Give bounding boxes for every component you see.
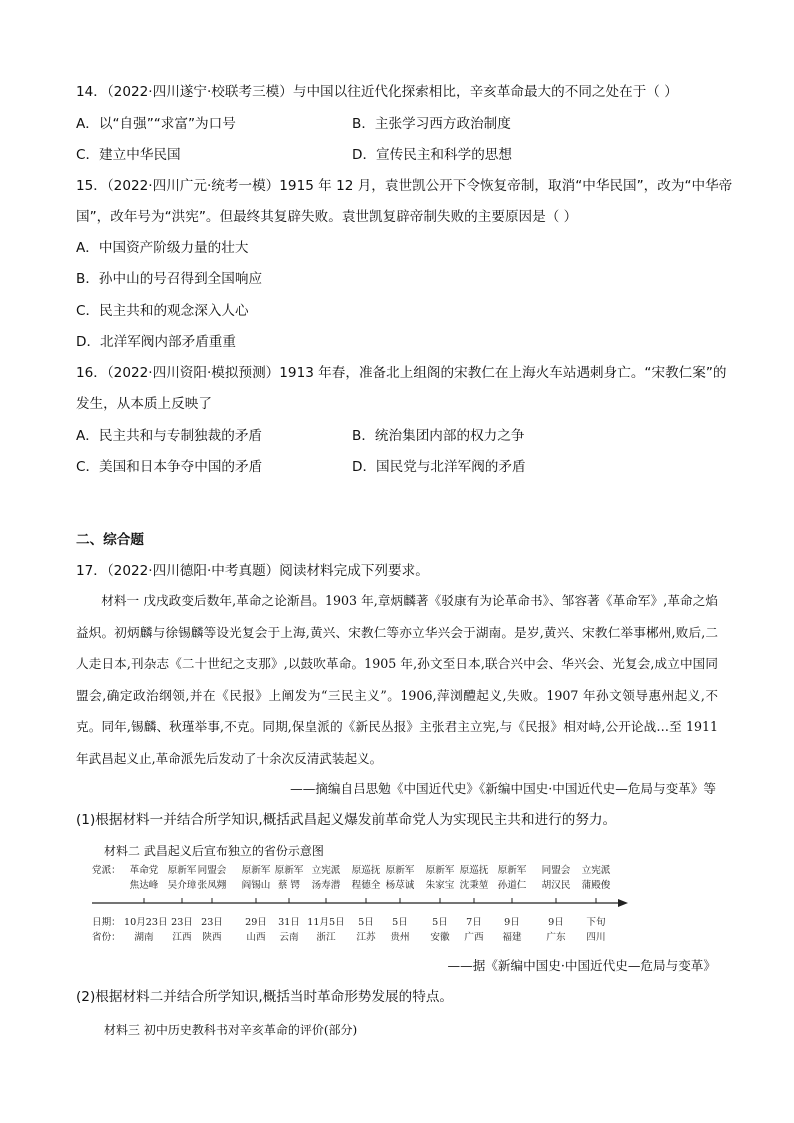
timeline-faction: 同盟会 — [197, 865, 227, 876]
timeline-date: 10月23日 — [124, 917, 168, 928]
q14-option-d[interactable]: D．宣传民主和科学的思想 — [352, 147, 512, 163]
q16-stem-line1: 16．（2022·四川资阳·模拟预测）1913 年春，准备北上组阁的宋教仁在上海火车站遇刺身亡。“宋教仁案”的 — [76, 365, 727, 381]
timeline-person: 蒲殿俊 — [581, 880, 611, 891]
timeline-faction: 原新军 — [497, 865, 527, 876]
timeline-faction: 原新军 — [385, 865, 415, 876]
q17-stem: 17．（2022·四川德阳·中考真题）阅读材料完成下列要求。 — [76, 563, 429, 579]
material-3-title: 材料三 初中历史教科书对辛亥革命的评价(部分) — [104, 1023, 358, 1037]
q16-option-b[interactable]: B．统治集团内部的权力之争 — [352, 428, 525, 444]
section-title: 二、综合题 — [76, 532, 144, 548]
timeline-faction: 原巡抚 — [459, 865, 489, 876]
timeline-province: 山西 — [246, 932, 266, 943]
timeline-date: 7日 — [466, 917, 482, 928]
timeline-faction: 立宪派 — [311, 865, 341, 876]
material-1-text: 材料一 戊戌政变后数年,革命之论渐昌。1903 年,章炳麟著《驳康有为论革命书》、邹容著《革命军》,革命之焰益炽。初炳麟与徐锡麟等设光复会于上海,黄兴、宋教仁等亦立华兴会于湖南。是岁,黄兴、宋教仁举事郴州,败后,二人走日本,刊杂志《二十世纪之支那》,以鼓吹革命。1905 年,孙文至日本,联合兴中会、华兴会、光复会,成立中国同盟会,确定政治纲领,并在《民报》上阐发为“三民主义”。1906,萍浏醴起义,失败。1907 年孙文领导惠州起义,不克。同年,锡麟、秋瑾举事,不克。同期,保皇派的《新民丛报》主张君主立宪,与《民报》相对峙,公开论战…至 1911 年武昌起义止,革命派先后发动了十余次反清武装起义。 — [76, 593, 718, 766]
timeline-faction: 原新军 — [425, 865, 455, 876]
timeline-date: 31日 — [278, 917, 300, 928]
timeline-date: 9日 — [504, 917, 520, 928]
timeline-province: 云南 — [279, 932, 299, 943]
timeline-date: 下旬 — [586, 917, 606, 928]
timeline-province: 广东 — [546, 932, 566, 943]
timeline-faction: 原新军 — [241, 865, 271, 876]
timeline-province: 浙江 — [316, 932, 336, 943]
q16-option-a[interactable]: A．民主共和与专制独裁的矛盾 — [76, 428, 263, 444]
timeline-province: 广西 — [464, 932, 484, 943]
q14-stem: 14．（2022·四川遂宁·校联考三模）与中国以往近代化探索相比，辛亥革命最大的不同之处在于（ ） — [76, 84, 678, 100]
material-1-source: ——摘编自吕思勉《中国近代史》《新编中国史·中国近代史—危局与变革》等 — [290, 781, 716, 796]
timeline-faction-row-label: 党派： — [92, 865, 121, 876]
timeline-province: 江苏 — [356, 932, 376, 943]
timeline-person: 朱家宝 — [425, 880, 455, 891]
q16-option-d[interactable]: D．国民党与北洋军阀的矛盾 — [352, 459, 526, 475]
timeline-date: 11月5日 — [307, 917, 345, 928]
timeline-date: 5日 — [432, 917, 448, 928]
q14-option-c[interactable]: C．建立中华民国 — [76, 147, 181, 163]
timeline-date: 23日 — [171, 917, 193, 928]
timeline-province: 贵州 — [390, 932, 410, 943]
timeline-faction: 原新军 — [167, 865, 197, 876]
timeline-faction: 立宪派 — [581, 865, 611, 876]
timeline-date: 29日 — [245, 917, 267, 928]
timeline-person: 程德全 — [351, 880, 381, 891]
timeline-province-row-label: 省份： — [92, 932, 121, 943]
q16-option-c[interactable]: C．美国和日本争夺中国的矛盾 — [76, 459, 263, 475]
timeline-person: 张凤翙 — [197, 880, 227, 891]
timeline-person: 吴介璋 — [167, 880, 197, 891]
q15-option-b[interactable]: B．孙中山的号召得到全国响应 — [76, 271, 263, 287]
timeline-date: 23日 — [201, 917, 223, 928]
timeline-date: 9日 — [548, 917, 564, 928]
timeline-faction: 革命党 — [129, 865, 159, 876]
timeline-faction: 原新军 — [274, 865, 304, 876]
q15-option-d[interactable]: D．北洋军阀内部矛盾重重 — [76, 334, 236, 350]
timeline-province: 湖南 — [134, 932, 154, 943]
timeline-person: 焦达峰 — [129, 880, 159, 891]
timeline-province: 四川 — [586, 932, 606, 943]
material-2-source: ——据《新编中国史·中国近代史—危局与变革》 — [447, 958, 716, 973]
timeline-person: 沈秉堃 — [459, 880, 489, 891]
timeline-date-row-label: 日期： — [92, 917, 121, 928]
timeline-person: 汤寿潜 — [311, 880, 341, 891]
q14-option-b[interactable]: B．主张学习西方政治制度 — [352, 116, 511, 132]
timeline-person: 孙道仁 — [497, 880, 527, 891]
q14-option-a[interactable]: A．以“自强”“求富”为口号 — [76, 116, 236, 132]
timeline-arrow-icon — [618, 899, 628, 907]
q15-option-a[interactable]: A．中国资产阶级力量的壮大 — [76, 240, 249, 256]
timeline-province: 福建 — [502, 932, 522, 943]
timeline-province: 江西 — [172, 932, 192, 943]
timeline-person: 阎锡山 — [241, 880, 271, 891]
timeline-province: 陕西 — [202, 932, 222, 943]
timeline-date: 5日 — [392, 917, 408, 928]
q15-stem-line2: 国”，改年号为“洪宪”。但最终其复辟失败。袁世凯复辟帝制失败的主要原因是（ ） — [76, 209, 578, 225]
material-2-title: 材料二 武昌起义后宣布独立的省份示意图 — [104, 844, 324, 858]
timeline-province: 安徽 — [430, 932, 450, 943]
q15-stem-line1: 15．（2022·四川广元·统考一模）1915 年 12 月，袁世凯公开下令恢复帝制，取消“中华民国”，改为“中华帝 — [76, 178, 733, 194]
q15-option-c[interactable]: C．民主共和的观念深入人心 — [76, 303, 249, 319]
q16-stem-line2: 发生，从本质上反映了 — [76, 396, 212, 412]
timeline-date: 5日 — [358, 917, 374, 928]
q17-subquestion-1: (1)根据材料一并结合所学知识,概括武昌起义爆发前革命党人为实现民主共和进行的努力。 — [76, 812, 617, 828]
q17-subquestion-2: (2)根据材料二并结合所学知识,概括当时革命形势发展的特点。 — [76, 989, 454, 1005]
timeline-faction: 原巡抚 — [351, 865, 381, 876]
timeline-person: 蔡 锷 — [277, 880, 301, 891]
timeline-person: 杨荩诚 — [385, 880, 415, 891]
timeline-faction: 同盟会 — [541, 865, 571, 876]
timeline-person: 胡汉民 — [541, 880, 571, 891]
